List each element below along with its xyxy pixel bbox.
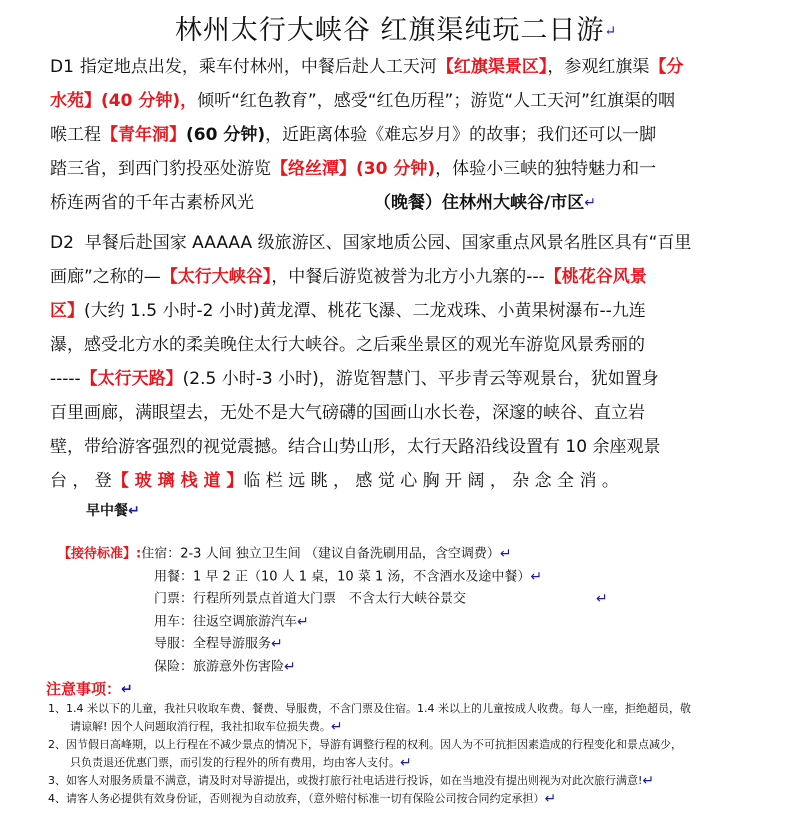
standard-lodging [58, 543, 608, 566]
standards-label: 【接待标准】: [58, 546, 142, 562]
return-mark-icon: ↵ [400, 755, 412, 771]
return-mark-icon: ↵ [128, 503, 140, 519]
highlight-taohuagu: 【桃花谷风景 [544, 267, 647, 287]
return-mark-icon: ↵ [584, 195, 596, 211]
return-mark-icon: ↵ [499, 546, 512, 562]
note-3-text: 3、如客人对服务质量不满意，请及时对导游提出，或拨打旅行社电话进行投诉，如在当地没有提出则视为对此次旅行满意! [48, 774, 643, 787]
day2-text: 早餐后赴国家 AAAAA 级旅游区、国家地质公园、国家重点风景名胜区具有“百里 [84, 233, 692, 253]
standard-tickets-text: 门票：行程所列景点首道大门票 不含太行大峡谷景交 [154, 591, 467, 607]
day2-text: (2.5 小时-3 小时)，游览智慧门、平步青云等观景台，犹如置身 [182, 369, 659, 389]
day2-line-3 [50, 294, 750, 328]
day2-label: D2 [50, 233, 74, 253]
day2-text: 临 栏 远 眺 ， 感 觉 心 胸 开 阔 ， 杂 念 全 消 。 [243, 471, 619, 491]
day1-label: D1 [50, 57, 74, 77]
notes-title [46, 678, 133, 699]
highlight-luositan: 【络丝潭】(30 分钟) [271, 159, 436, 179]
day1-text: 桥连两省的千年古素桥风光 [50, 193, 254, 213]
highlight-qingnian-dong: 【青年洞】 [101, 125, 186, 145]
note-1-cont [48, 718, 748, 736]
highlight-fenshuiyuan-time: 水苑】(40 分钟)， [50, 91, 198, 111]
return-mark-icon: ↵ [330, 719, 343, 735]
day2-meals-text: 早中餐 [86, 503, 128, 519]
highlight-taihang-canyon: 【太行大峡谷】 [160, 267, 272, 287]
day2-line-6 [50, 396, 750, 430]
day1-dinner-lodging: （晚餐）住林州大峡谷/市区 [374, 193, 585, 213]
notes-title-text: 注意事项： [46, 680, 122, 698]
day1-text: ，参观红旗渠 [547, 57, 650, 77]
highlight-hongqiqu: 【红旗渠景区】 [436, 57, 548, 77]
note-1-cont-text: 请谅解! 因个人问题取消行程，我社扣取车位损失费。 [70, 720, 331, 733]
note-1 [48, 700, 748, 718]
day2-text: 画廊”之称的— [50, 267, 161, 287]
day2-text: 瀑，感受北方水的柔美晚住太行大峡谷。之后乘坐景区的观光车游览风景秀丽的 [50, 335, 645, 355]
standard-transport [58, 611, 608, 634]
return-mark-icon: ↵ [544, 791, 557, 807]
day1-text: ，近距离体验《难忘岁月》的故事；我们还可以一脚 [265, 125, 657, 145]
note-2-text: 2、因节假日高峰期，以上行程在不减少景点的情况下，导游有调整行程的权利。因人为不可抗拒因素造成的行程变化和景点减少， [48, 738, 682, 751]
note-3 [48, 772, 748, 790]
page-title [0, 8, 792, 47]
standard-tickets [58, 588, 608, 611]
day2-itinerary [50, 226, 750, 498]
standard-insurance [58, 656, 608, 679]
day1-text: 倾听“红色教育”，感受“红色历程”；游览“人工天河”红旗渠的咽 [197, 91, 675, 111]
day2-text: 壁，带给游客强烈的视觉震撼。结合山势山形，太行天路沿线设置有 10 余座观景 [50, 437, 661, 457]
note-2-cont [48, 754, 748, 772]
day1-line-5 [50, 186, 750, 220]
highlight-fenshuiyuan: 【分 [649, 57, 684, 77]
highlight-taihang-tianlu: 【太行天路】 [80, 369, 183, 389]
day1-text: 喉工程 [50, 125, 101, 145]
standard-guide-text: 导服：全程导游服务 [154, 636, 272, 652]
highlight-taohuagu-end: 区】 [50, 301, 84, 321]
day1-text: 指定地点出发，乘车付林州，中餐后赴人工天河 [79, 57, 437, 77]
standard-guide [58, 633, 608, 656]
day1-line-1 [50, 50, 750, 84]
standard-transport-text: 用车：往返空调旅游汽车 [154, 614, 298, 629]
page-title-text: 林州太行大峡谷 红旗渠纯玩二日游 [174, 15, 605, 46]
return-mark-icon: ↵ [596, 591, 608, 607]
day2-line-2 [50, 260, 750, 294]
note-2 [48, 736, 748, 754]
standard-insurance-text: 保险：旅游意外伤害险 [154, 659, 285, 674]
day2-meals [86, 500, 140, 520]
return-mark-icon: ↵ [604, 23, 618, 40]
day1-text: ，体验小三峡的独特魅力和一 [435, 159, 657, 179]
return-mark-icon: ↵ [530, 568, 543, 585]
standard-meals [58, 566, 608, 589]
day2-line-8 [50, 464, 750, 498]
standard-lodging-text: 住宿：2-3 人间 独立卫生间 （建议自备洗刷用品，含空调费） [141, 546, 500, 562]
day2-line-1 [50, 226, 750, 260]
note-2-cont-text: 只负责退还优惠门票，而引发的行程外的所有费用，均由客人支付。 [70, 756, 400, 769]
service-standards [58, 543, 608, 678]
return-mark-icon: ↵ [284, 658, 296, 675]
standard-meals-text: 用餐：1 早 2 正（10 人 1 桌，10 菜 1 汤，不含酒水及途中餐） [154, 569, 531, 584]
highlight-glass-walkway: 【 玻 璃 栈 道 】 [111, 471, 244, 491]
day2-text: ----- [50, 369, 81, 389]
day2-line-5 [50, 362, 750, 396]
day2-line-4 [50, 328, 750, 362]
notes-list [48, 700, 748, 808]
note-1-text: 1、1.4 米以下的儿童，我社只收取车费、餐费、导服费，不含门票及住宿。1.4 米以上的儿童按成人收费。每人一座，拒绝超员，敬 [48, 702, 691, 715]
day1-line-4 [50, 152, 750, 186]
day2-line-7 [50, 430, 750, 464]
day1-line-2 [50, 84, 750, 118]
day2-text: ，中餐后游览被誉为北方小九寨的--- [271, 267, 545, 287]
day2-text: (大约 1.5 小时-2 小时)黄龙潭、桃花飞瀑、二龙戏珠、小黄果树瀑布--九连 [84, 301, 646, 321]
return-mark-icon: ↵ [642, 773, 655, 789]
note-4-text: 4、请客人务必提供有效身份证，否则视为自动放弃，（意外赔付标准一切有保险公司按合同约定承担） [48, 792, 545, 805]
note-4 [48, 790, 748, 808]
return-mark-icon: ↵ [297, 613, 309, 630]
day2-text: 百里画廊，满眼望去，无处不是大气磅礴的国画山水长卷，深邃的峡谷、直立岩 [50, 403, 645, 423]
return-mark-icon: ↵ [121, 681, 133, 698]
day1-line-3 [50, 118, 750, 152]
return-mark-icon: ↵ [271, 636, 283, 652]
qingnian-dong-time: (60 分钟) [186, 125, 266, 145]
day1-text: 踏三省，到西门豹投巫处游览 [50, 159, 271, 179]
day2-text: 台 ， 登 [50, 471, 112, 491]
day1-itinerary [50, 50, 750, 220]
